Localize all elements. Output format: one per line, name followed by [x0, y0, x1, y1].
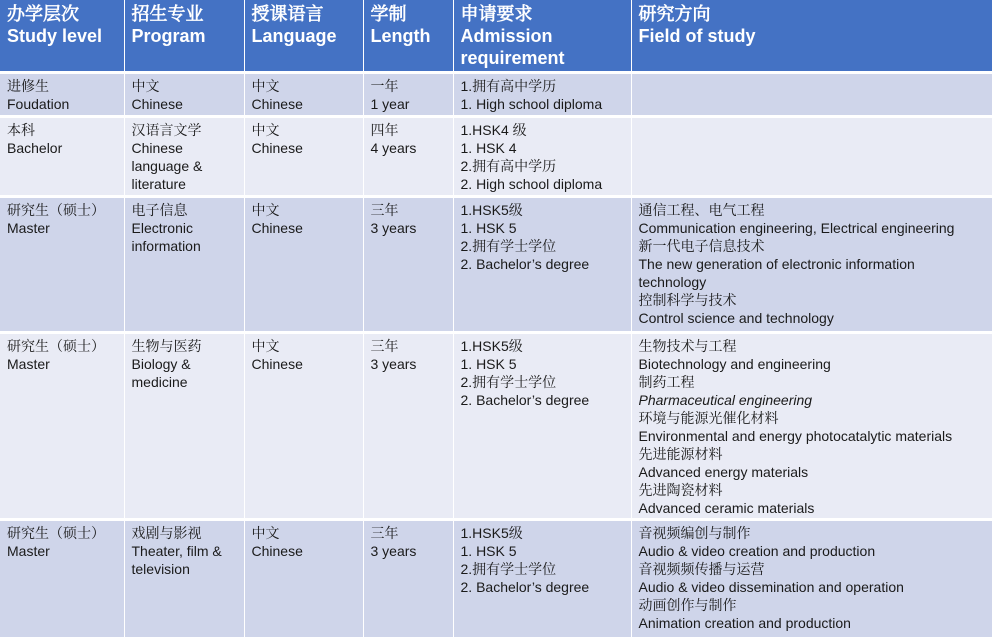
cell-program: 戏剧与影视 Theater, film & television	[124, 519, 244, 637]
cell-field-of-study: 音视频编创与制作 Audio & video creation and production 音视频频传播与运营 Audio & video dissemination and operation 动画创作与制作 Animation creation and production	[631, 519, 992, 637]
cell-language: 中文 Chinese	[244, 72, 363, 116]
cell-study-level: 研究生（硕士） Master	[0, 332, 124, 519]
header-length: 学制 Length	[363, 0, 453, 72]
cell-requirement: 1.HSK5级 1. HSK 5 2.拥有学士学位 2. Bachelor’s degree	[453, 332, 631, 519]
header-row	[0, 0, 992, 72]
table-row	[0, 519, 992, 637]
cell-field-of-study	[631, 116, 992, 196]
cell-requirement: 1.HSK5级 1. HSK 5 2.拥有学士学位 2. Bachelor’s degree	[453, 519, 631, 637]
cell-field-of-study: 通信工程、电气工程 Communication engineering, Electrical engineering 新一代电子信息技术 The new generation of electronic information technology 控制科学与技术 Control science and technology	[631, 196, 992, 332]
table-row	[0, 332, 992, 519]
cell-language: 中文 Chinese	[244, 519, 363, 637]
cell-study-level: 进修生 Foudation	[0, 72, 124, 116]
cell-length: 三年 3 years	[363, 332, 453, 519]
header-admission-requirement: 申请要求 Admission requirement	[453, 0, 631, 72]
cell-requirement: 1.HSK5级 1. HSK 5 2.拥有学士学位 2. Bachelor’s degree	[453, 196, 631, 332]
cell-length: 三年 3 years	[363, 519, 453, 637]
cell-length: 三年 3 years	[363, 196, 453, 332]
cell-program: 电子信息 Electronic information	[124, 196, 244, 332]
cell-study-level: 本科 Bachelor	[0, 116, 124, 196]
header-study-level: 办学层次 Study level	[0, 0, 124, 72]
cell-requirement: 1.HSK4 级 1. HSK 4 2.拥有高中学历 2. High school diploma	[453, 116, 631, 196]
cell-program: 汉语言文学 Chinese language & literature	[124, 116, 244, 196]
header-field-of-study: 研究方向 Field of study	[631, 0, 992, 72]
table-row	[0, 72, 992, 116]
cell-language: 中文 Chinese	[244, 196, 363, 332]
cell-field-of-study	[631, 72, 992, 116]
table-row	[0, 116, 992, 196]
cell-length: 一年 1 year	[363, 72, 453, 116]
cell-program: 中文 Chinese	[124, 72, 244, 116]
cell-program: 生物与医药 Biology & medicine	[124, 332, 244, 519]
cell-study-level: 研究生（硕士） Master	[0, 196, 124, 332]
header-program: 招生专业 Program	[124, 0, 244, 72]
cell-length: 四年 4 years	[363, 116, 453, 196]
cell-field-of-study: 生物技术与工程 Biotechnology and engineering 制药工程 Pharmaceutical engineering 环境与能源光催化材料 Environmental and energy photocatalytic materials 先进能源材料 Advanced energy materials 先进陶瓷材料 Advanced ceramic materials	[631, 332, 992, 519]
cell-language: 中文 Chinese	[244, 116, 363, 196]
cell-language: 中文 Chinese	[244, 332, 363, 519]
header-language: 授课语言 Language	[244, 0, 363, 72]
cell-study-level: 研究生（硕士） Master	[0, 519, 124, 637]
cell-requirement: 1.拥有高中学历 1. High school diploma	[453, 72, 631, 116]
table-row	[0, 196, 992, 332]
